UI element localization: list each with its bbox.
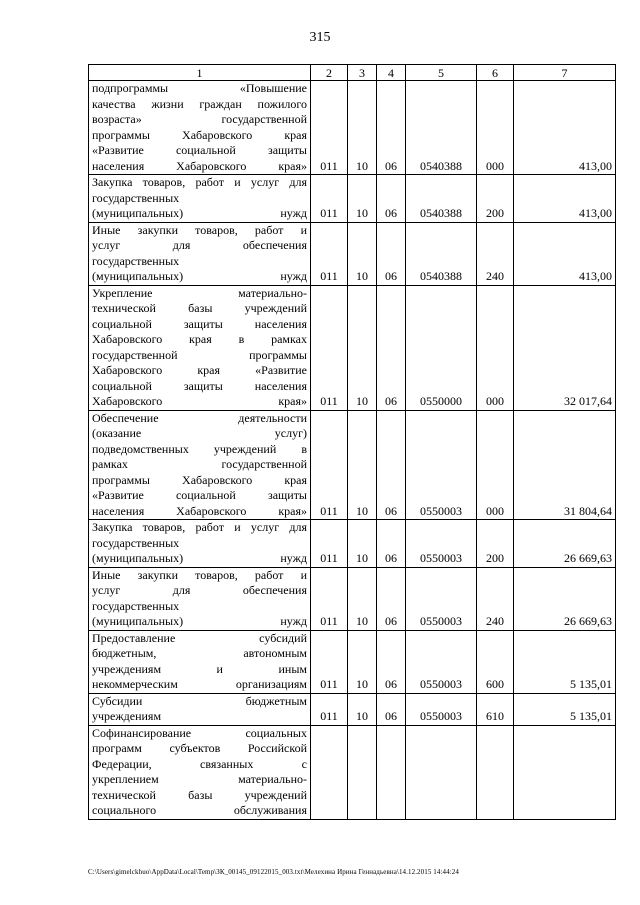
target-code-cell: 0540388 [406, 222, 477, 285]
amount-cell: 26 669,63 [514, 520, 616, 568]
row-name-cell [89, 410, 311, 520]
amount-cell: 413,00 [514, 81, 616, 175]
expense-type-cell: 000 [477, 410, 514, 520]
subsection-code-cell: 06 [377, 81, 406, 175]
subsection-code-cell: 06 [377, 285, 406, 410]
ministry-code-cell: 011 [311, 81, 348, 175]
table-row [89, 520, 616, 568]
row-name-line: социальной защиты населения [92, 378, 307, 393]
budget-table [88, 64, 616, 820]
subsection-code-cell: 06 [377, 175, 406, 223]
ministry-code-cell: 011 [311, 567, 348, 630]
row-name-cell [89, 630, 311, 693]
table-row [89, 410, 616, 520]
section-code-cell: 10 [348, 693, 377, 725]
row-name-line: Иные закупки товаров, работ и [92, 567, 307, 582]
row-name-cell [89, 520, 311, 568]
amount-cell: 5 135,01 [514, 630, 616, 693]
row-name-line: программы Хабаровского края [92, 472, 307, 487]
expense-type-cell: 610 [477, 693, 514, 725]
column-header: 1 [89, 65, 311, 81]
expense-type-cell: 000 [477, 81, 514, 175]
ministry-code-cell: 011 [311, 520, 348, 568]
row-name-line: Хабаровского края в рамках [92, 332, 307, 346]
row-name-line: Хабаровского края «Развитие [92, 363, 307, 377]
row-name-line: социальной защиты населения [92, 316, 307, 331]
row-name-line: укреплением материально- [92, 772, 307, 786]
row-name-line: (оказание услуг) [92, 426, 307, 440]
row-name-line: рамках государственной [92, 457, 307, 471]
row-name-line: государственных [92, 253, 180, 268]
amount-cell: 31 804,64 [514, 410, 616, 520]
expense-type-cell: 200 [477, 175, 514, 223]
expense-type-cell: 600 [477, 630, 514, 693]
row-name-cell [89, 285, 311, 410]
subsection-code-cell: 06 [377, 693, 406, 725]
file-path-footer: C:\Users\gimelckhuo\AppData\Local\Temp\ЗК_00145_09122015_003.txt\Мелехина Ирина Геннадьевна\14.12.2015 14:44:24 [88, 868, 459, 876]
row-name-line: Хабаровского края» [92, 394, 307, 408]
row-name-line: Укрепление материально- [92, 285, 307, 300]
target-code-cell: 0550003 [406, 520, 477, 568]
row-name-cell [89, 81, 311, 175]
section-code-cell: 10 [348, 520, 377, 568]
row-name-line: технической базы учреждений [92, 301, 307, 315]
row-name-line: государственных [92, 598, 180, 613]
row-name-line: Субсидии бюджетным [92, 693, 307, 708]
table-row [89, 81, 616, 175]
section-code-cell: 10 [348, 81, 377, 175]
target-code-cell [406, 725, 477, 819]
row-name-line: государственных [92, 190, 180, 205]
column-header: 5 [406, 65, 477, 81]
section-code-cell: 10 [348, 175, 377, 223]
ministry-code-cell: 011 [311, 222, 348, 285]
row-name-line: услуг для обеспечения [92, 238, 307, 252]
row-name-line: услуг для обеспечения [92, 583, 307, 597]
row-name-line: (муниципальных) нужд [92, 206, 307, 220]
row-name-line: программ субъектов Российской [92, 741, 307, 755]
ministry-code-cell: 011 [311, 175, 348, 223]
subsection-code-cell: 06 [377, 630, 406, 693]
row-name-line: (муниципальных) нужд [92, 551, 307, 565]
row-name-line: социального обслуживания [92, 803, 307, 817]
row-name-line: Федерации, связанных с [92, 756, 307, 771]
row-name-line: (муниципальных) нужд [92, 614, 307, 628]
row-name-line: «Развитие социальной защиты [92, 488, 307, 502]
row-name-line: Закупка товаров, работ и услуг для [92, 520, 307, 534]
column-header: 3 [348, 65, 377, 81]
target-code-cell: 0550003 [406, 410, 477, 520]
row-name-cell [89, 725, 311, 819]
row-name-cell [89, 222, 311, 285]
expense-type-cell: 200 [477, 520, 514, 568]
row-name-line: учреждениям [92, 709, 162, 723]
expense-type-cell [477, 725, 514, 819]
amount-cell: 26 669,63 [514, 567, 616, 630]
target-code-cell: 0540388 [406, 81, 477, 175]
row-name-line: Софинансирование социальных [92, 725, 307, 740]
page-number: 315 [309, 30, 331, 45]
amount-cell: 32 017,64 [514, 285, 616, 410]
column-header: 7 [514, 65, 616, 81]
row-name-line: учреждениям и иным [92, 661, 307, 676]
row-name-line: некоммерческим организациям [92, 677, 307, 691]
amount-cell: 413,00 [514, 175, 616, 223]
ministry-code-cell: 011 [311, 410, 348, 520]
subsection-code-cell: 06 [377, 567, 406, 630]
row-name-cell [89, 567, 311, 630]
table-row [89, 285, 616, 410]
subsection-code-cell: 06 [377, 410, 406, 520]
table-row [89, 175, 616, 223]
target-code-cell: 0550003 [406, 693, 477, 725]
subsection-code-cell [377, 725, 406, 819]
section-code-cell: 10 [348, 567, 377, 630]
row-name-line: подведомственных учреждений в [92, 441, 307, 456]
section-code-cell: 10 [348, 630, 377, 693]
expense-type-cell: 240 [477, 222, 514, 285]
target-code-cell: 0550003 [406, 567, 477, 630]
row-name-line: Закупка товаров, работ и услуг для [92, 175, 307, 189]
ministry-code-cell: 011 [311, 630, 348, 693]
row-name-line: «Развитие социальной защиты [92, 143, 307, 157]
row-name-cell [89, 693, 311, 725]
row-name-line: населения Хабаровского края» [92, 503, 307, 518]
target-code-cell: 0540388 [406, 175, 477, 223]
column-header: 2 [311, 65, 348, 81]
ministry-code-cell: 011 [311, 285, 348, 410]
row-name-line: возраста» государственной [92, 112, 307, 126]
table-row [89, 693, 616, 725]
section-code-cell: 10 [348, 285, 377, 410]
row-name-line: программы Хабаровского края [92, 127, 307, 142]
row-name-line: государственной программы [92, 347, 307, 362]
row-name-cell [89, 175, 311, 223]
table-row [89, 630, 616, 693]
row-name-line: Предоставление субсидий [92, 630, 307, 645]
row-name-line: населения Хабаровского края» [92, 158, 307, 173]
row-name-line: технической базы учреждений [92, 787, 307, 802]
section-code-cell: 10 [348, 222, 377, 285]
table-row [89, 725, 616, 819]
ministry-code-cell: 011 [311, 693, 348, 725]
section-code-cell [348, 725, 377, 819]
section-code-cell: 10 [348, 410, 377, 520]
table-row [89, 222, 616, 285]
target-code-cell: 0550000 [406, 285, 477, 410]
ministry-code-cell [311, 725, 348, 819]
expense-type-cell: 240 [477, 567, 514, 630]
column-header: 6 [477, 65, 514, 81]
amount-cell [514, 725, 616, 819]
row-name-line: Иные закупки товаров, работ и [92, 222, 307, 237]
expense-type-cell: 000 [477, 285, 514, 410]
header-row [89, 65, 616, 81]
amount-cell: 413,00 [514, 222, 616, 285]
row-name-line: государственных [92, 535, 180, 550]
amount-cell: 5 135,01 [514, 693, 616, 725]
column-header: 4 [377, 65, 406, 81]
subsection-code-cell: 06 [377, 520, 406, 568]
target-code-cell: 0550003 [406, 630, 477, 693]
row-name-line: подпрограммы «Повышение [92, 81, 307, 95]
table-row [89, 567, 616, 630]
row-name-line: Обеспечение деятельности [92, 410, 307, 425]
row-name-line: качества жизни граждан пожилого [92, 96, 307, 111]
subsection-code-cell: 06 [377, 222, 406, 285]
row-name-line: бюджетным, автономным [92, 646, 307, 660]
row-name-line: (муниципальных) нужд [92, 269, 307, 283]
